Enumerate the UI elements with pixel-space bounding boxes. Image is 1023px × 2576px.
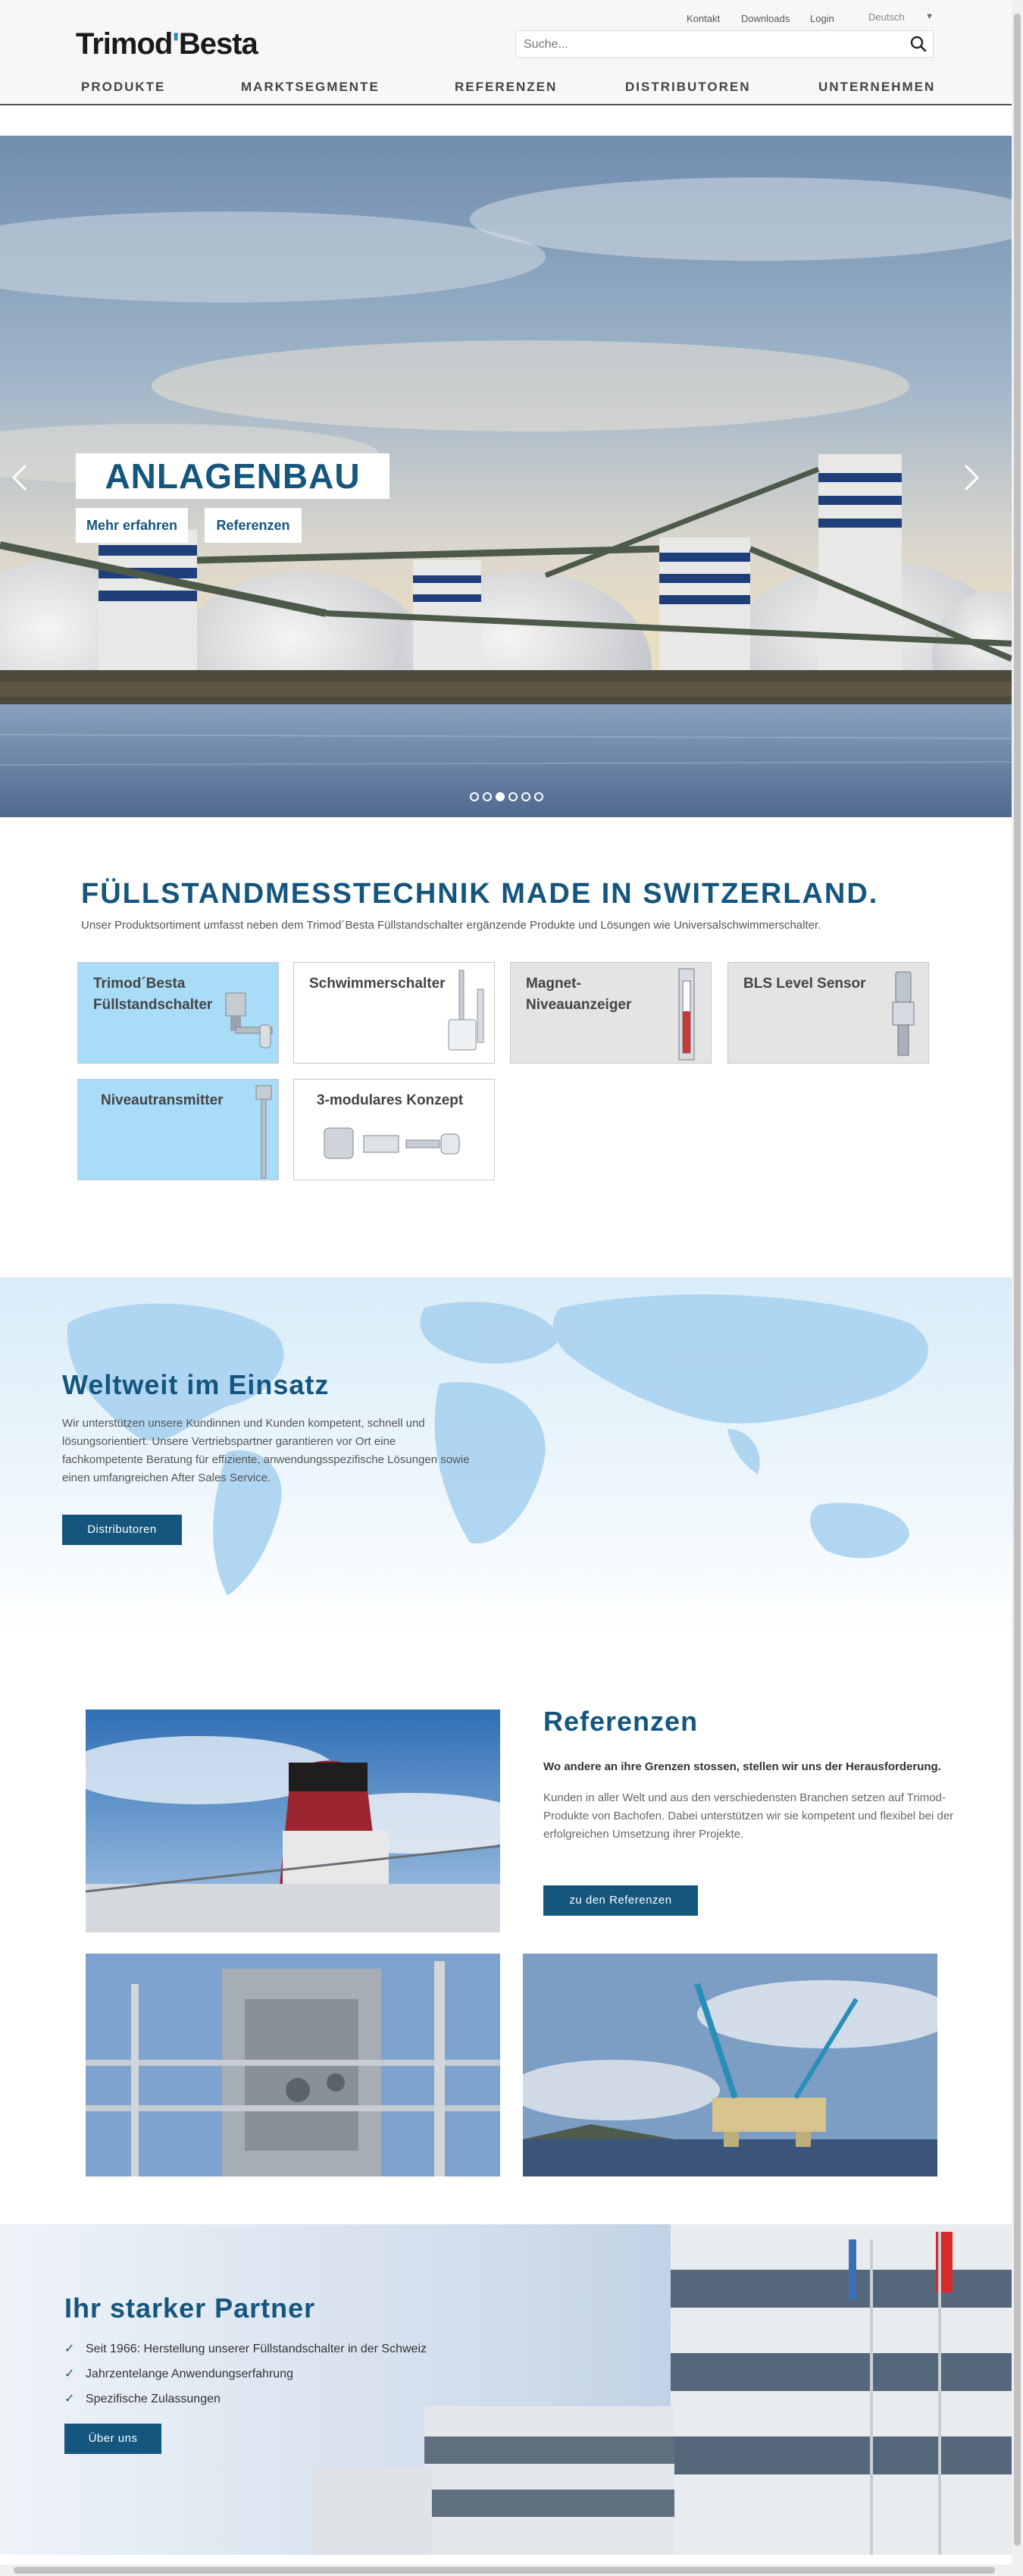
partner-list-item — [64, 2341, 427, 2356]
check-icon: ✓ — [64, 2368, 75, 2380]
product-card-magnet-niveauanzeiger[interactable] — [510, 962, 712, 1064]
modular-concept-icon — [321, 1120, 465, 1174]
company-building-image — [0, 2224, 1012, 2555]
logo-mark: ' — [172, 27, 179, 61]
slider-dot-5[interactable] — [521, 792, 530, 801]
check-icon: ✓ — [64, 2343, 75, 2355]
top-link-downloads[interactable]: Downloads — [741, 13, 790, 24]
search-box — [515, 30, 934, 58]
references-button[interactable]: zu den Referenzen — [543, 1885, 698, 1916]
product-card-label: 3-modulares Konzept — [317, 1092, 464, 1108]
nav-divider — [0, 104, 1012, 105]
about-us-button[interactable]: Über uns — [64, 2424, 161, 2454]
slider-dot-2[interactable] — [483, 792, 492, 801]
partner-list-item — [64, 2391, 221, 2406]
ship-image — [86, 1709, 500, 1932]
product-card-schwimmerschalter[interactable] — [293, 962, 495, 1064]
product-card-fuellstandschalter[interactable] — [77, 962, 279, 1064]
offshore-image — [523, 1954, 937, 2176]
partner-list-item — [64, 2366, 293, 2381]
partner-section — [0, 2224, 1012, 2555]
product-card-label: Trimod´Besta Füllstandschalter — [93, 976, 213, 1013]
logo[interactable] — [76, 27, 258, 61]
chevron-left-icon — [5, 455, 35, 500]
product-card-label: Magnet-Niveauanzeiger — [526, 976, 632, 1013]
chevron-right-icon — [956, 455, 987, 500]
nav-produkte[interactable]: PRODUKTE — [81, 80, 166, 94]
top-link-login[interactable]: Login — [810, 13, 834, 24]
reference-photo-ship[interactable] — [86, 1709, 500, 1932]
nav-distributoren[interactable]: DISTRIBUTOREN — [625, 80, 751, 94]
chevron-down-icon: ▼ — [925, 12, 934, 21]
references-lead: Wo andere an ihre Grenzen stossen, stellen wir uns der Herausforderung. — [543, 1760, 941, 1773]
slider-dot-3[interactable] — [496, 792, 505, 801]
logo-text-left: Trimod — [76, 27, 173, 61]
references-text: Kunden in aller Welt und aus den verschiedensten Branchen setzen auf Trimod-Produkte von Bachofen. Dabei unterstützen wir sie kompetent und flexibel bei der erfolgreichen Umsetzung ihrer Projekte. — [543, 1791, 954, 1841]
horizontal-scrollbar-thumb[interactable] — [14, 2567, 995, 2574]
search-input[interactable] — [522, 31, 904, 58]
product-card-label: Niveautransmitter — [101, 1092, 224, 1108]
slider-dot-1[interactable] — [470, 792, 479, 801]
partner-list-item-text: Spezifische Zulassungen — [86, 2393, 221, 2405]
nav-marktsegmente[interactable]: MARKTSEGMENTE — [241, 80, 380, 94]
float-switch-icon — [438, 967, 495, 1064]
horizontal-scrollbar[interactable] — [0, 2565, 1023, 2576]
products-subtitle: Unser Produktsortiment umfasst neben dem Trimod´Besta Füllstandschalter ergänzende Produkte und Lösungen wie Universalschwimmerschalter. — [81, 919, 821, 932]
top-link-kontakt[interactable]: Kontakt — [687, 13, 721, 24]
partner-title: Ihr starker Partner — [64, 2292, 316, 2324]
level-indicator-icon — [671, 966, 702, 1063]
level-switch-icon — [211, 986, 275, 1061]
logo-text-right: Besta — [178, 27, 258, 61]
nav-referenzen[interactable]: REFERENZEN — [455, 80, 558, 94]
slider-next-button[interactable] — [956, 455, 987, 500]
partner-list-item-text: Jahrzentelange Anwendungserfahrung — [86, 2368, 293, 2380]
check-icon: ✓ — [64, 2393, 75, 2405]
slider-dot-4[interactable] — [508, 792, 518, 801]
slider-prev-button[interactable] — [5, 455, 35, 500]
product-card-niveautransmitter[interactable] — [77, 1079, 279, 1180]
hero-more-button[interactable]: Mehr erfahren — [76, 508, 188, 543]
products-title: FÜLLSTANDMESSTECHNIK MADE IN SWITZERLAND. — [81, 878, 879, 910]
vertical-scrollbar[interactable] — [1012, 0, 1023, 2565]
hero-title: ANLAGENBAU — [105, 456, 361, 496]
hero-title-box — [76, 453, 389, 499]
hero-references-button[interactable]: Referenzen — [205, 508, 302, 543]
language-value: Deutsch — [868, 11, 905, 23]
transmitter-icon — [251, 1083, 277, 1180]
slider-dot-6[interactable] — [534, 792, 543, 801]
distributors-button[interactable]: Distributoren — [62, 1515, 182, 1545]
references-title: Referenzen — [543, 1706, 699, 1737]
partner-list-item-text: Seit 1966: Herstellung unserer Füllstandschalter in der Schweiz — [86, 2343, 427, 2355]
product-card-bls-level-sensor[interactable] — [727, 962, 929, 1064]
search-button[interactable] — [907, 33, 930, 55]
vertical-scrollbar-thumb[interactable] — [1014, 14, 1021, 2546]
world-title: Weltweit im Einsatz — [62, 1369, 330, 1400]
product-card-label: BLS Level Sensor — [743, 976, 866, 992]
nav-unternehmen[interactable]: UNTERNEHMEN — [818, 80, 936, 94]
reference-photo-plant[interactable] — [86, 1954, 500, 2176]
world-text: Wir unterstützen unsere Kundinnen und Kunden kompetent, schnell und lösungsorientiert. Unsere Vertriebspartner garantieren vor Ort eine fachkompetente Beratung für effiziente, anwendungsspezifische Lösungen sowie einen umfangreichen After Sales Service. — [62, 1417, 470, 1484]
reference-photo-offshore[interactable] — [523, 1954, 937, 2176]
product-card-3-modulares-konzept[interactable] — [293, 1079, 495, 1180]
level-sensor-icon — [884, 969, 922, 1060]
language-select[interactable] — [862, 11, 938, 27]
search-icon — [907, 33, 930, 55]
plant-image — [86, 1954, 500, 2176]
product-card-label: Schwimmerschalter — [309, 976, 446, 992]
